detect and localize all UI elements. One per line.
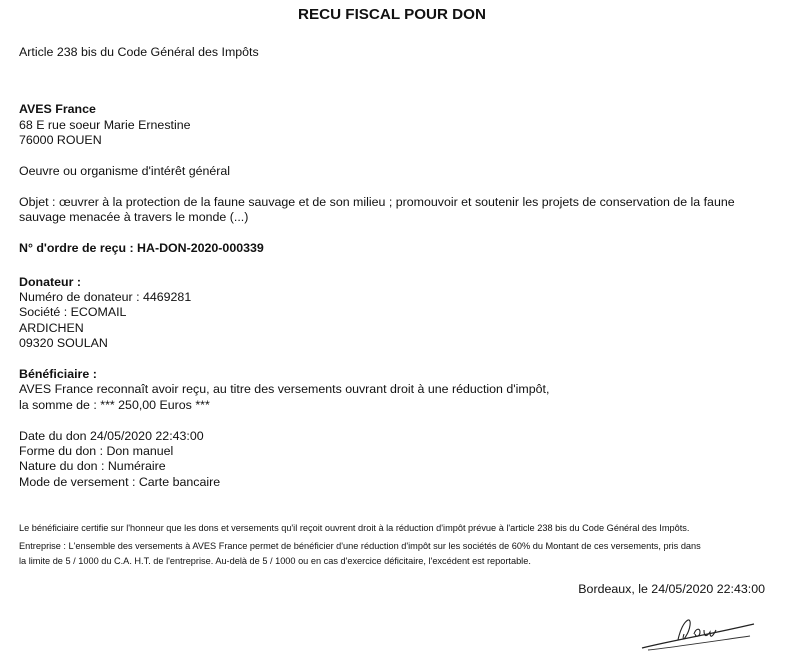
- beneficiary-heading: Bénéficiaire :: [19, 367, 97, 381]
- receipt-order-number: N° d'ordre de reçu : HA-DON-2020-000339: [19, 241, 264, 255]
- donor-company: Société : ECOMAIL: [19, 305, 127, 319]
- organization-objet-line1: Objet : œuvrer à la protection de la faune sauvage et de son milieu ; promouvoir et soutenir les projets de conservation de la faune: [19, 195, 735, 209]
- donation-amount: la somme de : *** 250,00 Euros ***: [19, 398, 210, 412]
- donor-city: 09320 SOULAN: [19, 336, 108, 350]
- legal-enterprise-line2: la limite de 5 / 1000 du C.A. H.T. de l'entreprise. Au-delà de 5 / 1000 ou en cas d'exercice déficitaire, l'excédent est reportable.: [19, 556, 531, 566]
- organization-objet-line2: sauvage menacée à travers le monde (...): [19, 210, 249, 224]
- place-and-date: Bordeaux, le 24/05/2020 22:43:00: [578, 582, 765, 596]
- document-title: RECU FISCAL POUR DON: [298, 6, 486, 23]
- legal-certification: Le bénéficiaire certifie sur l'honneur que les dons et versements qu'il reçoit ouvrent droit à la réduction d'impôt prévue à l'article 238 bis du Code Général des Impôts.: [19, 523, 690, 533]
- beneficiary-statement: AVES France reconnaît avoir reçu, au titre des versements ouvrant droit à une réduction d'impôt,: [19, 382, 550, 396]
- donation-nature: Nature du don : Numéraire: [19, 459, 166, 473]
- handwritten-signature-icon: [638, 610, 758, 654]
- legal-enterprise-line1: Entreprise : L'ensemble des versements à AVES France permet de bénéficier d'une réduction d'impôt sur les sociétés de 60% du Montant de ces versements, pris dans: [19, 541, 701, 551]
- donation-form: Forme du don : Don manuel: [19, 444, 174, 458]
- payment-method: Mode de versement : Carte bancaire: [19, 475, 221, 489]
- organization-category: Oeuvre ou organisme d'intérêt général: [19, 164, 231, 178]
- donation-date: Date du don 24/05/2020 22:43:00: [19, 429, 204, 443]
- article-reference: Article 238 bis du Code Général des Impôts: [19, 45, 259, 59]
- organization-name: AVES France: [19, 102, 96, 116]
- donor-heading: Donateur :: [19, 275, 81, 289]
- donor-name: ARDICHEN: [19, 321, 84, 335]
- donor-number: Numéro de donateur : 4469281: [19, 290, 192, 304]
- organization-address-city: 76000 ROUEN: [19, 133, 102, 147]
- organization-address-street: 68 E rue soeur Marie Ernestine: [19, 118, 191, 132]
